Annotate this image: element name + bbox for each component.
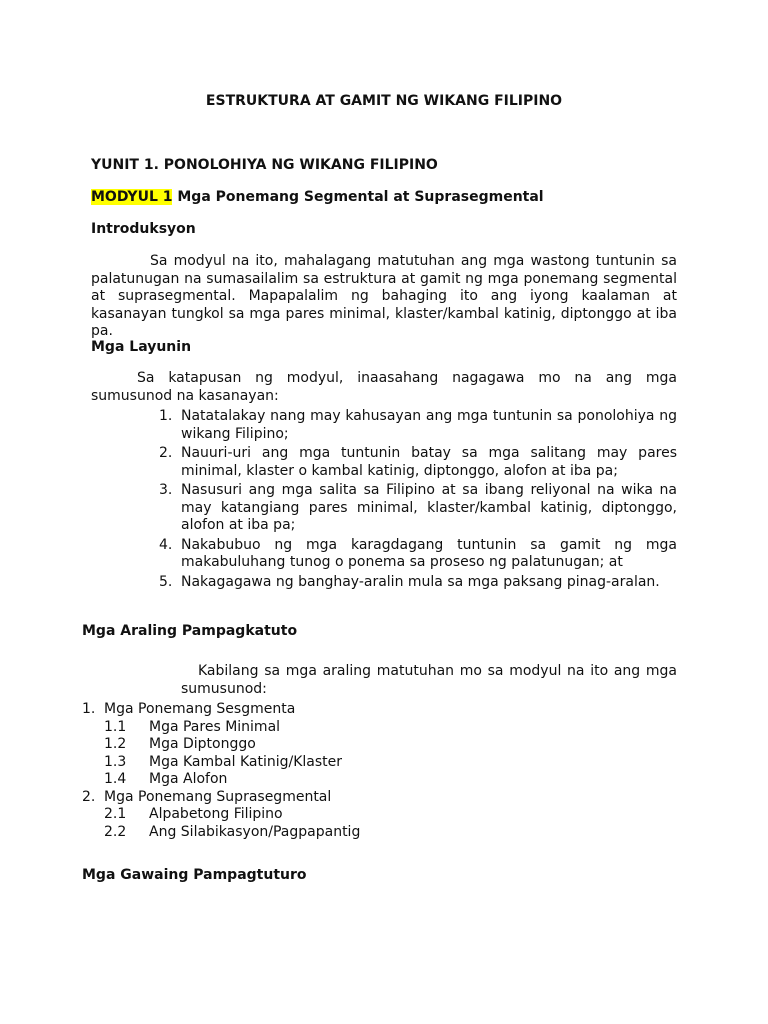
lesson-subitem	[82, 824, 360, 842]
lesson-subitem-number: 2.1	[104, 806, 127, 822]
lesson-subitem-number: 1.3	[104, 753, 127, 770]
lesson-subitem-number: 1.4	[104, 771, 127, 787]
lessons-list	[82, 701, 360, 841]
lesson-number: 2.	[82, 788, 96, 805]
objective-text: Nakabubuo ng mga karagdagang tuntunin sa gamit ng mga makabuluhang tunog o ponema sa proseso ng palatunugan; at	[181, 536, 677, 570]
lessons-heading: Mga Araling Pampagkatuto	[82, 623, 298, 639]
objectives-list	[159, 408, 677, 591]
module-heading	[91, 189, 544, 207]
module-title: Mga Ponemang Segmental at Suprasegmental	[177, 189, 544, 205]
lessons-intro: Kabilang sa mga araling matutuhan mo sa modyul na ito ang mga sumusunod:	[181, 663, 677, 697]
lesson-subitem-label: Alpabetong Filipino	[149, 806, 283, 822]
objective-item	[159, 537, 677, 572]
lesson-subitem-label: Mga Pares Minimal	[149, 718, 281, 735]
module-label: MODYUL 1	[91, 189, 173, 205]
introduction-heading: Introduksyon	[91, 221, 196, 237]
lesson-subitem-number: 1.1	[104, 718, 127, 735]
objective-text: Nasusuri ang mga salita sa Filipino at sa ibang reliyonal na wika na may katangiang pares minimal, klaster/kambal katinig, diptonggo, alofon at iba pa;	[181, 482, 677, 533]
lesson-subitem-number: 2.2	[104, 823, 127, 840]
activities-heading: Mga Gawaing Pampagtuturo	[82, 867, 307, 883]
lesson-subitem-label: Mga Kambal Katinig/Klaster	[149, 753, 343, 770]
lesson-label: Mga Ponemang Suprasegmental	[104, 788, 332, 805]
introduction-paragraph: Sa modyul na ito, mahalagang matutuhan ang mga wastong tuntunin sa palatunugan na sumasailalim sa estruktura at gamit ng mga ponemang segmental at suprasegmental. Mapapalalim ng bahaging ito ang iyong kaalaman at kasanayan tungkol sa mga pares minimal, klaster/kambal katinig, diptonggo at iba pa.	[91, 253, 677, 339]
objective-number: 1.	[159, 408, 173, 424]
lesson-subitem-label: Ang Silabikasyon/Pagpapantig	[149, 823, 361, 840]
objectives-heading: Mga Layunin	[91, 339, 192, 355]
objective-text: Nauuri-uri ang mga tuntunin batay sa mga salitang may pares minimal, klaster o kambal katinig, diptonggo, alofon at iba pa;	[181, 445, 677, 479]
lesson-subitem-number: 1.2	[104, 736, 127, 752]
lesson-subitem	[82, 806, 360, 824]
objective-number: 4.	[159, 536, 173, 553]
lesson-subitem-label: Mga Alofon	[149, 771, 228, 787]
objective-number: 2.	[159, 445, 173, 461]
lesson-subitem	[82, 719, 360, 737]
lesson-subitem-label: Mga Diptonggo	[149, 736, 256, 752]
lesson-item	[82, 789, 360, 807]
objective-item	[159, 408, 677, 443]
unit-heading: YUNIT 1. PONOLOHIYA NG WIKANG FILIPINO	[91, 157, 438, 173]
lesson-subitem	[82, 754, 360, 772]
lesson-subitem	[82, 736, 360, 754]
objective-item	[159, 482, 677, 535]
lesson-number: 1.	[82, 701, 96, 717]
lesson-label: Mga Ponemang Sesgmenta	[104, 701, 296, 717]
lesson-subitem	[82, 771, 360, 789]
objective-number: 5.	[159, 573, 173, 590]
objectives-intro: Sa katapusan ng modyul, inaasahang nagagawa mo na ang mga sumusunod na kasanayan:	[91, 370, 677, 404]
objective-item	[159, 574, 677, 592]
objective-text: Nakagagawa ng banghay-aralin mula sa mga paksang pinag-aralan.	[181, 573, 660, 590]
document-title: ESTRUKTURA AT GAMIT NG WIKANG FILIPINO	[205, 93, 563, 109]
objective-number: 3.	[159, 482, 173, 498]
objective-item	[159, 445, 677, 480]
objective-text: Natatalakay nang may kahusayan ang mga tuntunin sa ponolohiya ng wikang Filipino;	[181, 408, 677, 442]
lesson-item	[82, 701, 360, 719]
